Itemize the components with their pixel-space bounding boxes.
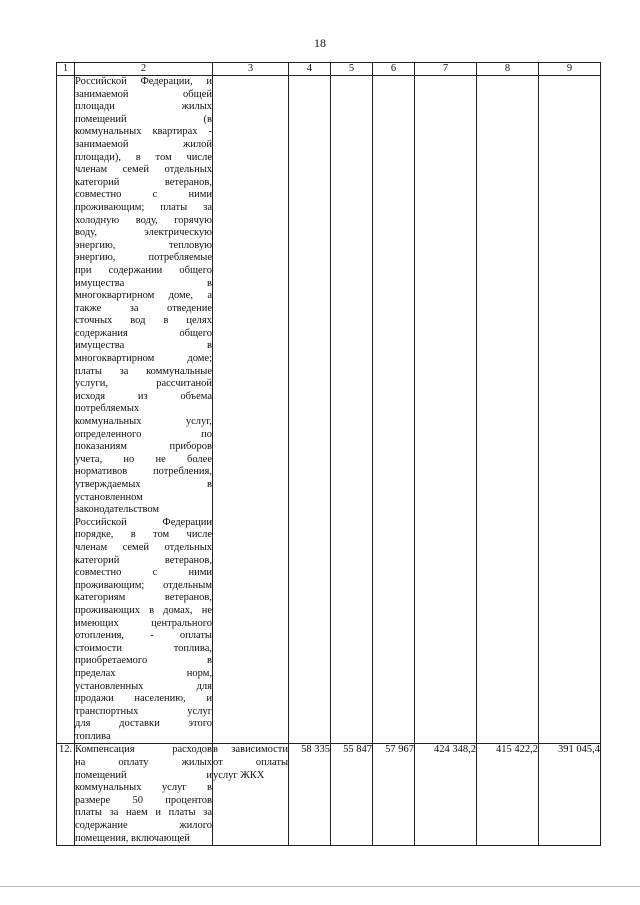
- text-line: Российской Федерации, и: [75, 76, 212, 87]
- text-line: пределах норм,: [75, 667, 212, 679]
- text-line: сточных вод в целях: [75, 315, 212, 327]
- value-cell: [331, 76, 373, 744]
- text-line: услуги, рассчитаной: [75, 378, 212, 390]
- text-line: определенного по: [75, 428, 212, 440]
- text-line: коммунальных услуг в: [75, 782, 212, 794]
- text-line: при содержании общего: [75, 264, 212, 276]
- text-line: в зависимости: [213, 744, 288, 756]
- text-line: показаниям приборов: [75, 441, 212, 453]
- description-cell: [75, 744, 213, 846]
- text-line: на оплату жилых: [75, 757, 212, 769]
- page-number: 18: [314, 36, 326, 50]
- table-row-12: [57, 744, 601, 846]
- index-cell: [57, 76, 75, 744]
- text-line: проживающим; платы за: [75, 201, 212, 213]
- text-line: приобретаемого в: [75, 655, 212, 667]
- text-line: установленных для: [75, 680, 212, 692]
- text-line: потребляемых: [75, 403, 140, 415]
- index-cell: 12.: [57, 744, 75, 846]
- description-cell: [75, 76, 213, 744]
- value-cell: 55 847: [331, 744, 373, 846]
- value-cell: [539, 76, 601, 744]
- text-line: учета, но не более: [75, 453, 212, 465]
- text-line: исходя из объема: [75, 390, 212, 402]
- text-line: энергию, тепловую: [75, 239, 212, 251]
- value-cell: [477, 76, 539, 744]
- text-line: площади), в том числе: [75, 151, 212, 163]
- text-line: Российской Федерации: [75, 516, 212, 528]
- column-header: 6: [373, 63, 415, 76]
- text-line: помещений (в: [75, 113, 212, 125]
- text-line: занимаемой общей: [75, 88, 212, 100]
- column-header: 9: [539, 63, 601, 76]
- text-line: помещения, включающей: [75, 832, 190, 844]
- text-line: категориям ветеранов,: [75, 592, 212, 604]
- text-line: коммунальных квартирах -: [75, 126, 212, 138]
- text-line: платы за наем и платы за: [75, 807, 212, 819]
- column-header: 2: [75, 63, 213, 76]
- value-cell: 391 045,4: [539, 744, 601, 846]
- table-row-continued: [57, 76, 601, 744]
- text-line: имеющих центрального: [75, 617, 212, 629]
- text-line: утверждаемых в: [75, 479, 212, 490]
- value-cell: [415, 76, 477, 744]
- text-line: совместно с ними: [75, 189, 212, 201]
- value-cell: 424 348,2: [415, 744, 477, 846]
- text-line: проживающих в домах, не: [75, 604, 212, 616]
- text-line: нормативов потребления,: [75, 466, 212, 478]
- column-header: 8: [477, 63, 539, 76]
- text-line: холодную воду, горячую: [75, 214, 212, 226]
- page-bottom-rule: [0, 886, 640, 887]
- text-line: имущества в: [75, 277, 212, 289]
- text-line: Компенсация расходов: [75, 744, 212, 756]
- text-line: продажи населению, и: [75, 693, 212, 705]
- data-table: [56, 62, 601, 846]
- text-line: законодательством: [75, 504, 160, 516]
- column-header: 5: [331, 63, 373, 76]
- text-line: коммунальных услуг,: [75, 416, 212, 428]
- condition-cell: [213, 76, 289, 744]
- text-line: воду, электрическую: [75, 227, 212, 239]
- text-line: категорий ветеранов,: [75, 176, 212, 188]
- text-line: топлива: [75, 730, 111, 742]
- text-line: совместно с ними: [75, 567, 212, 579]
- text-line: членам семей отдельных: [75, 541, 212, 553]
- text-line: категорий ветеранов,: [75, 554, 212, 566]
- value-cell: 415 422,2: [477, 744, 539, 846]
- value-cell: [289, 76, 331, 744]
- column-header: 4: [289, 63, 331, 76]
- text-line: транспортных услуг: [75, 705, 212, 717]
- text-line: платы за коммунальные: [75, 365, 212, 377]
- text-line: порядке, в том числе: [75, 529, 212, 541]
- value-cell: 57 967: [373, 744, 415, 846]
- text-line: размере 50 процентов: [75, 794, 212, 806]
- text-line: многоквартирном доме;: [75, 353, 212, 365]
- text-line: установленном: [75, 491, 143, 503]
- text-line: услуг ЖКХ: [213, 769, 265, 781]
- text-line: содержание жилого: [75, 820, 212, 832]
- text-line: стоимости топлива,: [75, 642, 212, 654]
- text-line: проживающим; отдельным: [75, 579, 212, 591]
- column-header: 7: [415, 63, 477, 76]
- header-row: [57, 63, 601, 76]
- text-line: имущества в: [75, 340, 212, 352]
- text-line: площади жилых: [75, 101, 212, 113]
- text-line: содержания общего: [75, 327, 212, 339]
- text-line: для доставки этого: [75, 718, 212, 730]
- text-line: отопления, - оплаты: [75, 630, 212, 642]
- text-line: многоквартирном доме, а: [75, 290, 212, 302]
- text-line: занимаемой жилой: [75, 138, 212, 150]
- value-cell: 58 335: [289, 744, 331, 846]
- text-line: помещений и: [75, 769, 212, 781]
- text-line: энергию, потребляемые: [75, 252, 212, 264]
- text-line: членам семей отдельных: [75, 164, 212, 176]
- column-header: 1: [57, 63, 75, 76]
- value-cell: [373, 76, 415, 744]
- text-line: также за отведение: [75, 302, 212, 314]
- condition-cell: [213, 744, 289, 846]
- text-line: от оплаты: [213, 757, 288, 769]
- column-header: 3: [213, 63, 289, 76]
